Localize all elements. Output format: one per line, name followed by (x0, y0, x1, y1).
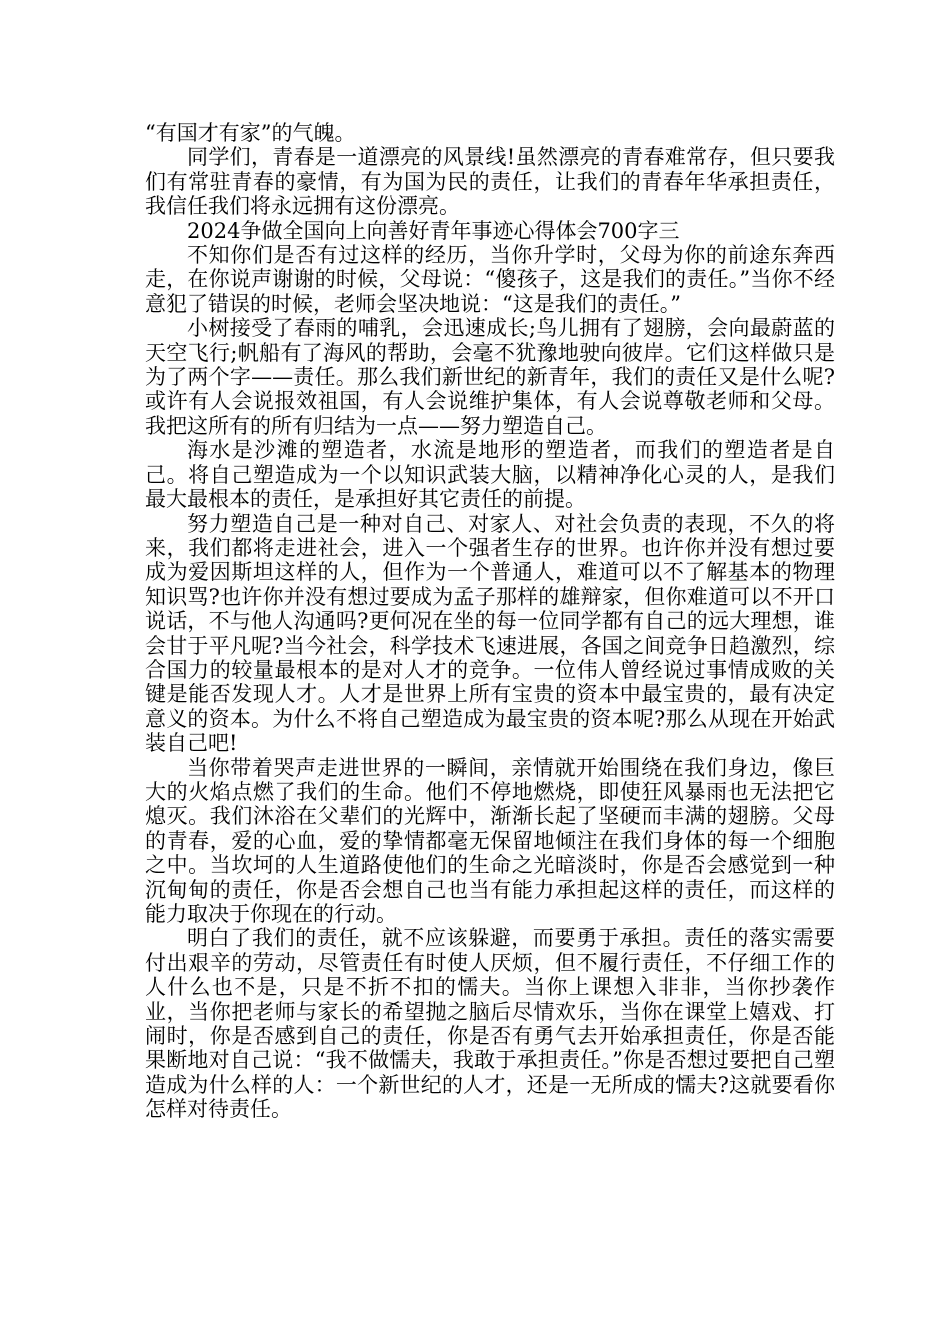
paragraph-shaping-self: 海水是沙滩的塑造者，水流是地形的塑造者，而我们的塑造者是自己。将自己塑造成为一个以知识武装大脑，以精神净化心灵的人，是我们最大最根本的责任，是承担好其它责任的前提。 (145, 438, 835, 512)
section-heading: 2024争做全国向上向善好青年事迹心得体会700字三 (187, 218, 680, 243)
paragraph-effort-shaping: 努力塑造自己是一种对自己、对家人、对社会负责的表现，不久的将来，我们都将走进社会，进入一个强者生存的世界。也许你并没有想过要成为爱因斯坦这样的人，但作为一个普通人，难道可以不了解基本的物理知识骂?也许你并没有想过要成为孟子那样的雄辩家，但你难道可以不开口说话，不与他人沟通吗?更何况在坐的每一位同学都有自己的远大理想，谁会甘于平凡呢?当今社会，科学技术飞速进展，各国之间竞争日趋激烈，综合国力的较量最根本的是对人才的竞争。一位伟人曾经说过事情成败的关键是能否发现人才。人才是世界上所有宝贵的资本中最宝贵的，最有决定意义的资本。为什么不将自己塑造成为最宝贵的资本呢?那么从现在开始武装自己吧! (145, 511, 835, 756)
paragraph-parents-responsibility: 不知你们是否有过这样的经历，当你升学时，父母为你的前途东奔西走，在你说声谢谢的时候，父母说：“傻孩子，这是我们的责任。”当你不经意犯了错误的时候，老师会坚决地说：“这是我们的责任。” (145, 243, 835, 316)
paragraph-tree-bird-boat: 小树接受了春雨的哺乳，会迅速成长;鸟儿拥有了翅膀，会向最蔚蓝的天空飞行;帆船有了海风的帮助，会毫不犹豫地驶向彼岸。它们这样做只是为了两个字——责任。那么我们新世纪的新青年，我们的责任又是什么呢?或许有人会说报效祖国，有人会说维护集体，有人会说尊敬老师和父母。我把这所有的所有归结为一点——努力塑造自己。 (145, 316, 835, 438)
paragraph-continuation: “有国才有家”的气魄。 (145, 121, 356, 145)
paragraph-take-responsibility: 明白了我们的责任，就不应该躲避，而要勇于承担。责任的落实需要付出艰辛的劳动，尽管责任有时使人厌烦，但不履行责任，不仔细工作的人什么也不是，只是不折不扣的懦夫。当你上课想入非非，当你抄袭作业，当你把老师与家长的希望抛之脑后尽情欢乐，当你在课堂上嬉戏、打闹时，你是否感到自己的责任，你是否有勇气去开始承担责任，你是否能果断地对自己说：“我不做懦夫，我敢于承担责任。”你是否想过要把自己塑造成为什么样的人：一个新世纪的人才，还是一无所成的懦夫?这就要看你怎样对待责任。 (145, 926, 835, 1122)
paragraph-family-love: 当你带着哭声走进世界的一瞬间，亲情就开始围绕在我们身边，像巨大的火焰点燃了我们的生命。他们不停地燃烧，即使狂风暴雨也无法把它熄灭。我们沐浴在父辈们的光辉中，渐渐长起了坚硬而丰满的翅膀。父母的青春，爱的心血，爱的挚情都毫无保留地倾注在我们身体的每一个细胞之中。当坎坷的人生道路使他们的生命之光暗淡时，你是否会感觉到一种沉甸甸的责任，你是否会想自己也当有能力承担起这样的责任，而这样的能力取决于你现在的行动。 (145, 755, 835, 926)
paragraph-youth-scenery: 同学们，青春是一道漂亮的风景线!虽然漂亮的青春难常存，但只要我们有常驻青春的豪情，有为国为民的责任，让我们的青春年华承担责任，我信任我们将永远拥有这份漂亮。 (145, 145, 835, 219)
document-body (145, 121, 835, 1122)
